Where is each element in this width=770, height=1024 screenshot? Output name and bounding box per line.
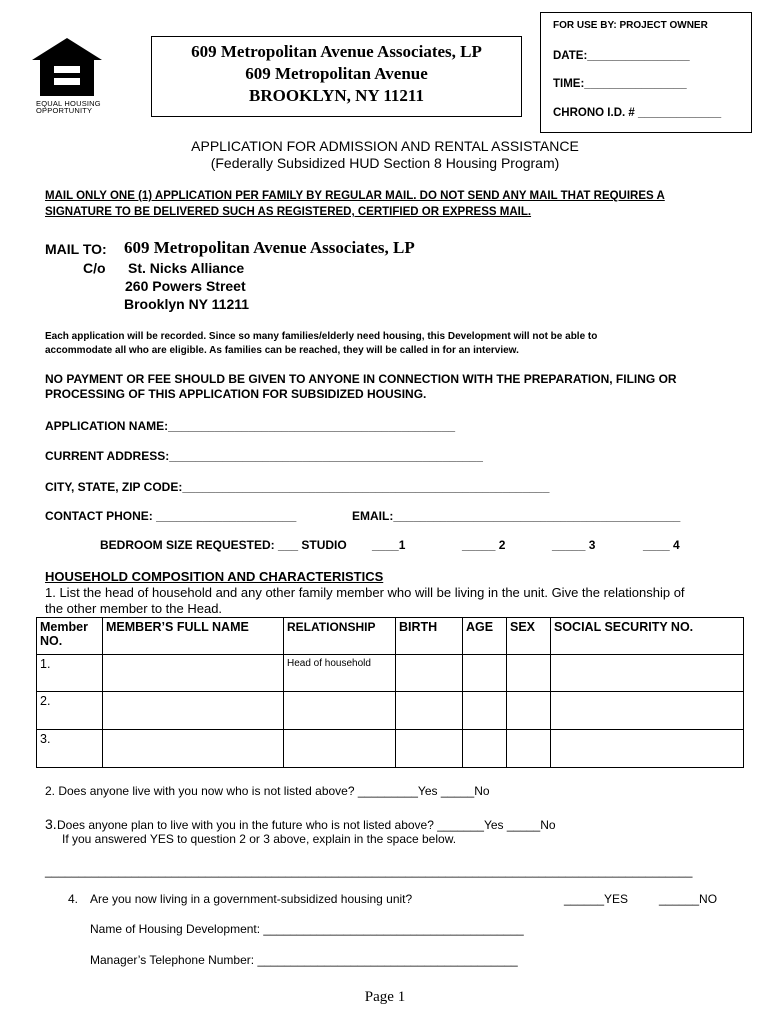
fee-notice-line1: NO PAYMENT OR FEE SHOULD BE GIVEN TO ANYONE IN CONNECTION WITH THE PREPARATION, FILING OR — [45, 372, 677, 386]
owner-box-title: FOR USE BY: PROJECT OWNER — [553, 20, 708, 31]
property-street: 609 Metropolitan Avenue — [245, 64, 428, 83]
member-number: 3. — [37, 730, 103, 768]
property-city: BROOKLYN, NY 11211 — [249, 86, 424, 105]
equal-housing-opportunity-logo — [30, 36, 104, 116]
form-title: APPLICATION FOR ADMISSION AND RENTAL ASSISTANCE — [191, 138, 579, 154]
recorded-notice-line1: Each application will be recorded. Since so many families/elderly need housing, this Development will not be able to — [45, 331, 598, 342]
care-of-name: St. Nicks Alliance — [128, 260, 245, 276]
mail-notice-line1: MAIL ONLY ONE (1) APPLICATION PER FAMILY BY REGULAR MAIL. DO NOT SEND ANY MAIL THAT REQUIRES A — [45, 190, 665, 202]
table-row — [37, 655, 744, 692]
bedroom-size-1[interactable]: ____1 — [372, 538, 406, 552]
question-4-number: 4. — [68, 892, 79, 906]
question-4: Are you now living in a government-subsidized housing unit? — [90, 892, 413, 906]
member-number: 2. — [37, 692, 103, 730]
member-name-cell[interactable] — [103, 730, 284, 768]
explain-line[interactable]: _________________________________________________________________________________________________ — [45, 864, 693, 878]
column-header: SOCIAL SECURITY NO. — [551, 618, 744, 655]
table-row — [37, 730, 744, 768]
mail-to-name: 609 Metropolitan Avenue Associates, LP — [124, 238, 415, 257]
member-name-cell[interactable] — [103, 655, 284, 692]
member-name-cell[interactable] — [103, 692, 284, 730]
sex-cell[interactable] — [507, 655, 551, 692]
question-4-yes[interactable]: ______YES — [564, 892, 629, 906]
birth-cell[interactable] — [396, 692, 463, 730]
mail-to-city: Brooklyn NY 11211 — [124, 296, 250, 312]
contact-phone-field[interactable]: CONTACT PHONE: _____________________ — [45, 509, 297, 523]
housing-development-field[interactable]: Name of Housing Development: _______________________________________ — [90, 922, 524, 936]
table-header-row — [37, 618, 744, 655]
ssn-cell[interactable] — [551, 692, 744, 730]
logo-text-line2: OPPORTUNITY — [36, 106, 93, 115]
relationship-cell[interactable] — [284, 730, 396, 768]
time-field[interactable]: TIME:________________ — [553, 78, 687, 90]
house-icon — [30, 36, 104, 98]
ssn-cell[interactable] — [551, 730, 744, 768]
logo-text-line1: EQUAL HOUSING — [36, 99, 101, 108]
birth-cell[interactable] — [396, 655, 463, 692]
email-field[interactable]: EMAIL:___________________________________________ — [352, 509, 681, 523]
question-3-number: 3. — [45, 816, 57, 832]
fee-notice-line2: PROCESSING OF THIS APPLICATION FOR SUBSIDIZED HOUSING. — [45, 387, 427, 401]
sex-cell[interactable] — [507, 730, 551, 768]
household-table — [36, 617, 744, 768]
question-4-no[interactable]: ______NO — [659, 892, 718, 906]
ssn-cell[interactable] — [551, 655, 744, 692]
table-row — [37, 692, 744, 730]
column-header: Member NO. — [37, 618, 103, 655]
property-name: 609 Metropolitan Avenue Associates, LP — [191, 42, 482, 61]
mail-notice-line2: SIGNATURE TO BE DELIVERED SUCH AS REGISTERED, CERTIFIED OR EXPRESS MAIL. — [45, 206, 532, 218]
bedroom-size-studio[interactable]: BEDROOM SIZE REQUESTED: ___ STUDIO — [100, 538, 347, 552]
household-instruction-line2: the other member to the Head. — [45, 601, 223, 616]
recorded-notice-line2: accommodate all who are eligible. As families can be reached, they will be called in for an interview. — [45, 345, 519, 356]
project-owner-box — [540, 12, 752, 133]
mail-to-label: MAIL TO: — [45, 241, 107, 257]
relationship-cell[interactable] — [284, 692, 396, 730]
column-header: BIRTH — [396, 618, 463, 655]
column-header: SEX — [507, 618, 551, 655]
bedroom-size-2[interactable]: _____ 2 — [462, 538, 506, 552]
bedroom-size-4[interactable]: ____ 4 — [643, 538, 680, 552]
age-cell[interactable] — [463, 730, 507, 768]
current-address-field[interactable]: CURRENT ADDRESS:_______________________________________________ — [45, 449, 483, 463]
column-header: RELATIONSHIP — [284, 618, 396, 655]
relationship-cell[interactable]: Head of household — [284, 655, 396, 692]
bedroom-size-3[interactable]: _____ 3 — [552, 538, 596, 552]
chrono-id-field[interactable]: CHRONO I.D. # _____________ — [553, 107, 722, 119]
city-state-zip-field[interactable]: CITY, STATE, ZIP CODE:_______________________________________________________ — [45, 480, 550, 494]
care-of-label: C/o — [83, 260, 106, 276]
birth-cell[interactable] — [396, 730, 463, 768]
mail-to-street: 260 Powers Street — [125, 278, 246, 294]
sex-cell[interactable] — [507, 692, 551, 730]
household-heading: HOUSEHOLD COMPOSITION AND CHARACTERISTICS — [45, 569, 384, 584]
property-address-box — [151, 36, 522, 117]
date-field[interactable]: DATE:________________ — [553, 50, 690, 62]
age-cell[interactable] — [463, 692, 507, 730]
column-header: AGE — [463, 618, 507, 655]
column-header: MEMBER’S FULL NAME — [103, 618, 284, 655]
age-cell[interactable] — [463, 655, 507, 692]
form-subtitle: (Federally Subsidized HUD Section 8 Housing Program) — [210, 155, 560, 171]
manager-phone-field[interactable]: Manager’s Telephone Number: _______________________________________ — [90, 953, 518, 967]
question-3[interactable]: Does anyone plan to live with you in the future who is not listed above? _______Yes _____No — [57, 818, 556, 832]
household-instruction-line1: 1. List the head of household and any other family member who will be living in the unit. Give the relationship of — [45, 585, 685, 600]
application-name-field[interactable]: APPLICATION NAME:___________________________________________ — [45, 419, 456, 433]
question-2[interactable]: 2. Does anyone live with you now who is not listed above? _________Yes _____No — [45, 784, 490, 798]
member-number: 1. — [37, 655, 103, 692]
page-number: Page 1 — [364, 989, 406, 1005]
question-3-followup: If you answered YES to question 2 or 3 above, explain in the space below. — [62, 832, 457, 846]
